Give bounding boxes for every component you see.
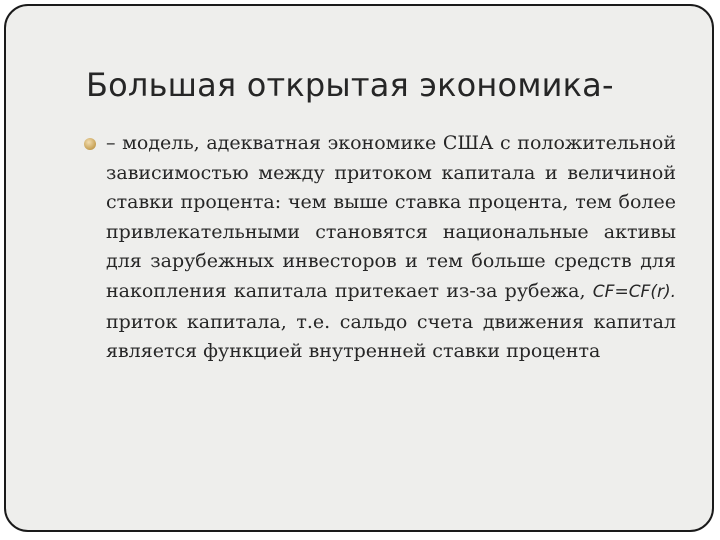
- bullet-text-before: – модель, адекватная экономике США с положительной зависимостью между притоком капитала и величиной ставки процента: чем выше ставка процента, тем более привлекательными становятся национальные активы для зарубежных инвесторов и тем больше средств для накопления капитала притекает из-за рубежа,: [106, 132, 676, 302]
- slide-frame: [4, 4, 714, 532]
- bullet-text-after: приток капитала, т.е. сальдо счета движения капитал является функцией внутренней ставки процента: [106, 310, 676, 363]
- formula-cf: CF=CF(r).: [592, 281, 676, 302]
- bullet-text: [106, 129, 676, 367]
- slide-title: Большая открытая экономика-: [86, 66, 614, 104]
- bullet-icon: [84, 138, 96, 150]
- bullet-item: [106, 129, 676, 367]
